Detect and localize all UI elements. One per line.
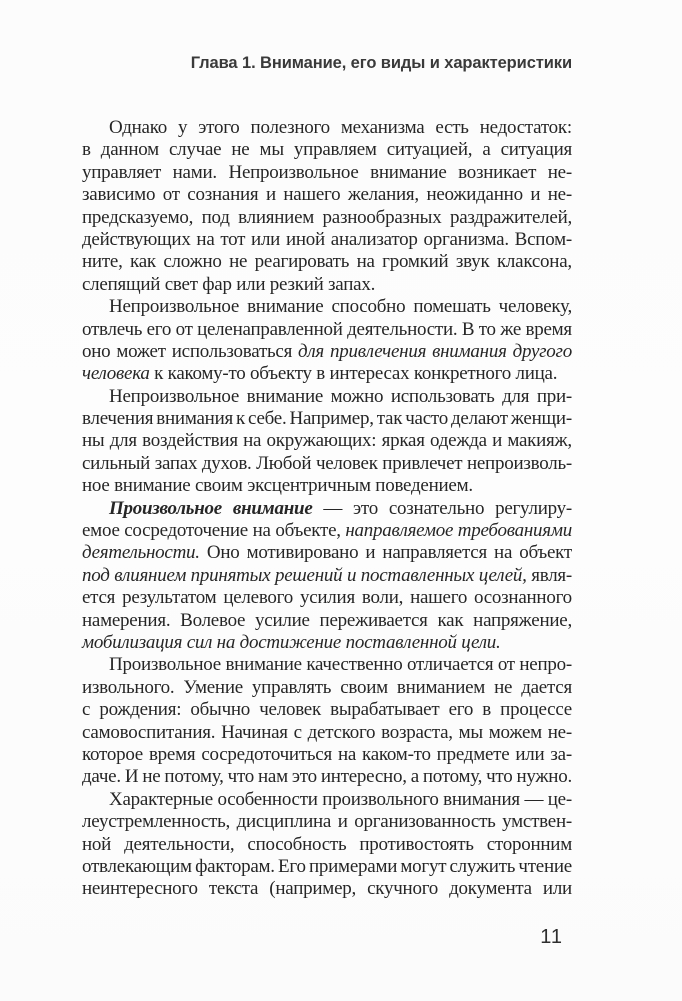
text-line: ное внимание своим эксцентричным поведением. bbox=[82, 475, 473, 497]
text-line: Непроизвольное внимание способно помешать человеку, bbox=[109, 296, 572, 318]
text-line: намерения. Волевое усилие переживается как напряжение, bbox=[82, 609, 572, 631]
text-line: Произвольное внимание качественно отличается от непро- bbox=[109, 654, 572, 676]
text-line: неинтересного текста (например, скучного документа или bbox=[82, 878, 572, 900]
text-line: леустремленность, дисциплина и организованность умствен- bbox=[82, 811, 572, 833]
text-line: ется результатом целевого усилия воли, нашего осознанного bbox=[82, 587, 572, 609]
text-line: сильный запах духов. Любой человек привлечет непроизволь- bbox=[82, 452, 572, 474]
text-line: действующих на тот или иной анализатор организма. Вспом- bbox=[82, 228, 572, 250]
text-line: человека к какому-то объекту в интересах конкретного лица. bbox=[82, 363, 558, 385]
text-line: которое время сосредоточиться на каком-то предмете или за- bbox=[82, 743, 572, 765]
text-block bbox=[82, 117, 572, 901]
text-line: ны для воздействия на окружающих: яркая одежда и макияж, bbox=[82, 430, 572, 452]
text-line: отвлечь его от целенаправленной деятельности. В то же время bbox=[82, 318, 572, 340]
chapter-header: Глава 1. Внимание, его виды и характеристики bbox=[190, 54, 572, 72]
text-line: с рождения: обычно человек вырабатывает его в процессе bbox=[82, 699, 572, 721]
text-line: ните, как сложно не реагировать на громкий звук клаксона, bbox=[82, 251, 572, 273]
text-line: ной деятельности, способность противостоять сторонним bbox=[82, 833, 572, 855]
text-line: самовоспитания. Начиная с детского возраста, мы можем не- bbox=[82, 721, 572, 743]
text-line: даче. И не потому, что нам это интересно, а потому, что нужно. bbox=[82, 766, 572, 788]
text-line: Непроизвольное внимание можно использовать для при- bbox=[109, 385, 572, 407]
page-number: 11 bbox=[540, 926, 563, 948]
text-line: Произвольное внимание — это сознательно регулиру- bbox=[109, 497, 572, 519]
text-line: оно может использоваться для привлечения внимания другого bbox=[82, 340, 572, 362]
text-line: слепящий свет фар или резкий запах. bbox=[82, 273, 376, 295]
text-line: предсказуемо, под влиянием разнообразных раздражителей, bbox=[82, 206, 572, 228]
text-line: в данном случае не мы управляем ситуацией, а ситуация bbox=[82, 139, 572, 161]
text-line: Однако у этого полезного механизма есть недостаток: bbox=[109, 117, 572, 138]
text-line: деятельности. Оно мотивировано и направляется на объект bbox=[82, 542, 572, 564]
text-line: отвлекающим факторам. Его примерами могут служить чтение bbox=[82, 855, 572, 877]
text-line: извольного. Умение управлять своим вниманием не дается bbox=[82, 676, 572, 698]
text-line: Характерные особенности произвольного внимания — це- bbox=[109, 788, 572, 810]
text-line: мобилизация сил на достижение поставленной цели. bbox=[82, 631, 501, 653]
text-line: управляет нами. Непроизвольное внимание возникает не- bbox=[82, 161, 572, 183]
text-line: под влиянием принятых решений и поставленных целей, явля- bbox=[82, 564, 572, 586]
text-line: влечения внимания к себе. Например, так часто делают женщи- bbox=[82, 408, 572, 430]
text-line: зависимо от сознания и нашего желания, неожиданно и не- bbox=[82, 184, 572, 206]
text-line: емое сосредоточение на объекте, направляемое требованиями bbox=[82, 520, 572, 542]
